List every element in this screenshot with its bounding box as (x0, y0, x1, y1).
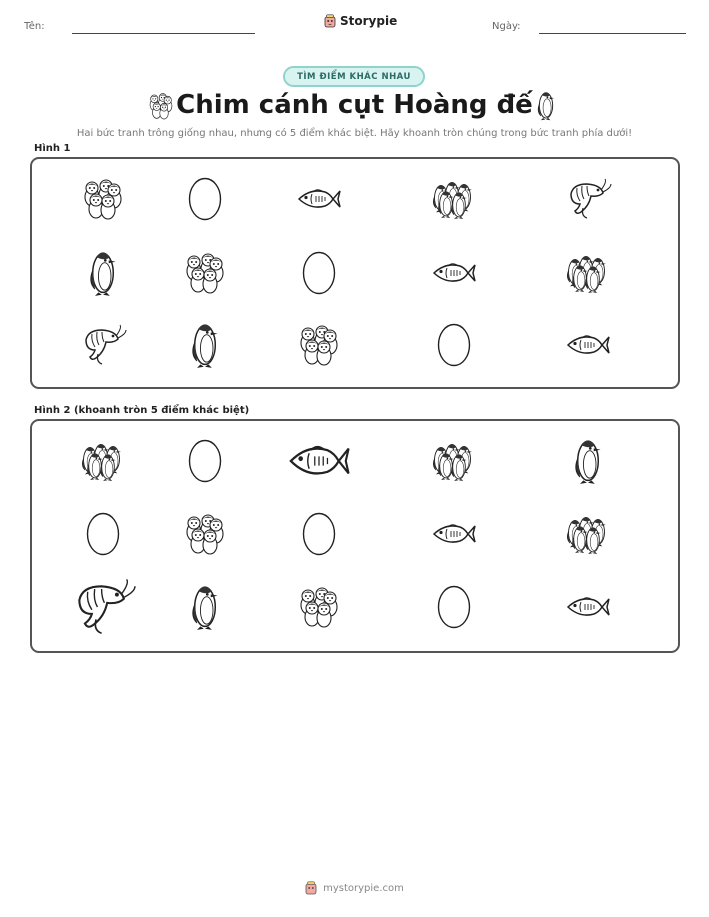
fish-icon (566, 334, 610, 356)
instructions: Hai bức tranh trông giống nhau, nhưng có 5 điểm khác biệt. Hãy khoanh tròn chúng trong bức tranh phía dưới! (76, 128, 633, 139)
brand-logo (324, 14, 397, 28)
penguin-crowd-icon[interactable] (81, 440, 125, 482)
penguin-family-icon[interactable] (182, 514, 228, 554)
panel-1-label: Hình 1 (34, 143, 71, 154)
penguin-family-icon (182, 253, 228, 293)
egg-icon[interactable] (188, 439, 222, 483)
penguin-crowd-icon[interactable] (432, 440, 476, 482)
footer-site: mystorypie.com (323, 882, 404, 894)
penguin-family-icon (296, 325, 342, 365)
penguin-crowd-icon (566, 252, 610, 294)
footer (0, 881, 709, 895)
egg-icon (188, 177, 222, 221)
penguin-icon (190, 321, 220, 369)
egg-icon[interactable] (437, 585, 471, 629)
shrimp-icon (565, 178, 611, 220)
penguin-icon[interactable] (190, 583, 220, 631)
date-label: Ngày: (492, 21, 521, 32)
storypie-logo-icon (305, 881, 317, 895)
egg-icon (302, 251, 336, 295)
penguin-icon (88, 249, 118, 297)
penguin-family-icon (80, 179, 126, 219)
fish-icon[interactable] (566, 596, 610, 618)
egg-icon (437, 323, 471, 367)
penguin-icon (537, 90, 555, 121)
penguin-crowd-icon[interactable] (566, 513, 610, 555)
panel-2-label: Hình 2 (khoanh tròn 5 điểm khác biệt) (34, 405, 250, 416)
shrimp-icon (80, 324, 126, 366)
fish-icon (432, 262, 476, 284)
penguin-family-icon[interactable] (296, 587, 342, 627)
fish-icon[interactable] (432, 523, 476, 545)
picture-1-panel (30, 157, 680, 389)
fish-icon (297, 188, 341, 210)
penguin-crowd-icon (432, 178, 476, 220)
egg-icon[interactable] (86, 512, 120, 556)
storypie-logo-icon (324, 14, 336, 28)
name-field-line[interactable] (72, 33, 255, 34)
penguin-icon[interactable] (573, 437, 603, 485)
shrimp-icon[interactable] (71, 578, 135, 636)
brand-name: Storypie (340, 14, 398, 28)
activity-badge: TÌM ĐIỂM KHÁC NHAU (283, 66, 425, 87)
egg-icon[interactable] (302, 512, 336, 556)
fish-icon[interactable] (288, 444, 350, 478)
page-title: Chim cánh cụt Hoàng đế (176, 90, 533, 120)
date-field-line[interactable] (539, 33, 686, 34)
picture-2-panel[interactable] (30, 419, 680, 653)
name-label: Tên: (24, 21, 45, 32)
